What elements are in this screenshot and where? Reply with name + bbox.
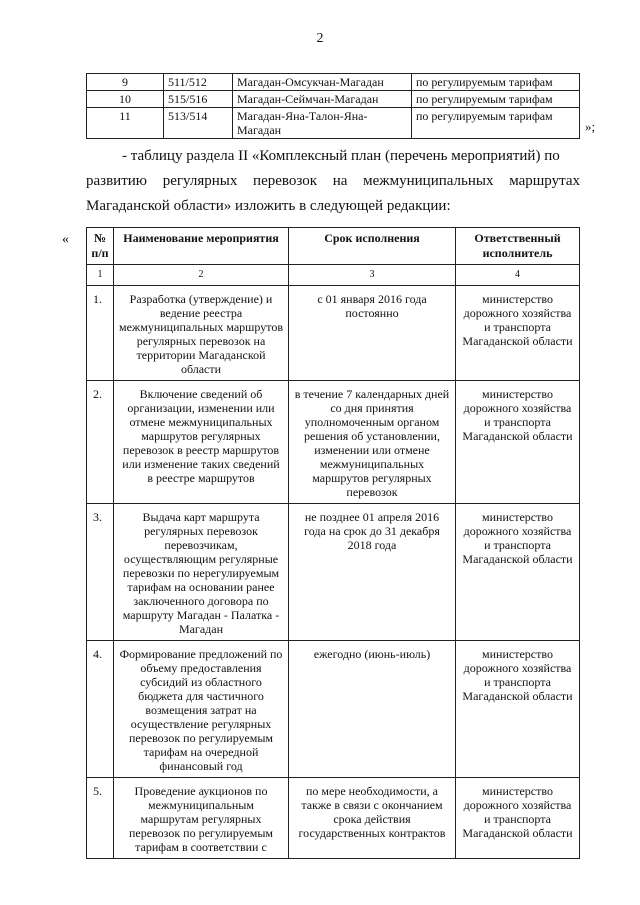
- activity-responsible: министерство дорожного хозяйства и транспорта Магаданской области: [456, 286, 580, 381]
- row-number: 1.: [87, 286, 114, 381]
- amendment-paragraph: [86, 144, 580, 219]
- table-row: [87, 91, 580, 108]
- route-code: 511/512: [164, 74, 233, 91]
- route-tariff: по регулируемым тарифам: [412, 108, 580, 139]
- page-number: 2: [316, 31, 324, 46]
- row-number: 2.: [87, 381, 114, 504]
- route-tariff: по регулируемым тарифам: [412, 91, 580, 108]
- table-row: [87, 504, 580, 641]
- paragraph-line: Магаданской области» изложить в следующей редакции:: [86, 198, 451, 214]
- table-row: [87, 381, 580, 504]
- activity-responsible: министерство дорожного хозяйства и транспорта Магаданской области: [456, 381, 580, 504]
- activity-term: с 01 января 2016 года постоянно: [289, 286, 456, 381]
- activity-name: Проведение аукционов по межмуниципальным маршрутам регулярных перевозок по регулируемым тарифам в соответствии с: [114, 778, 289, 859]
- column-number: 3: [289, 265, 456, 286]
- route-name: Магадан-Омсукчан-Магадан: [233, 74, 412, 91]
- activity-responsible: министерство дорожного хозяйства и транспорта Магаданской области: [456, 641, 580, 778]
- table-row: [87, 108, 580, 139]
- route-code: 513/514: [164, 108, 233, 139]
- activity-term: в течение 7 календарных дней со дня принятия уполномоченным органом решения об установлении, изменении или отмене межмуниципальных маршрутов регулярных перевозок: [289, 381, 456, 504]
- closing-quote: »;: [585, 119, 596, 134]
- header-row: [87, 228, 580, 265]
- activity-responsible: министерство дорожного хозяйства и транспорта Магаданской области: [456, 778, 580, 859]
- route-number: 9: [87, 74, 164, 91]
- route-number: 11: [87, 108, 164, 139]
- plan-table: [86, 227, 580, 859]
- routes-table: [86, 73, 580, 139]
- header-resp: Ответственный исполнитель: [456, 228, 580, 265]
- table-row: [87, 641, 580, 778]
- header-name: Наименование мероприятия: [114, 228, 289, 265]
- route-code: 515/516: [164, 91, 233, 108]
- row-number: 4.: [87, 641, 114, 778]
- column-number-row: [87, 265, 580, 286]
- activity-term: не позднее 01 апреля 2016 года на срок до 31 декабря 2018 года: [289, 504, 456, 641]
- paragraph-line: развитию регулярных перевозок на межмуниципальных маршрутах: [86, 173, 580, 189]
- route-number: 10: [87, 91, 164, 108]
- header-term: Срок исполнения: [289, 228, 456, 265]
- activity-name: Выдача карт маршрута регулярных перевозок перевозчикам, осуществляющим регулярные перевозки по нерегулируемым тарифам на основании ранее заключенного договора по маршруту Магадан - Палатка - Магадан: [114, 504, 289, 641]
- activity-term: по мере необходимости, а также в связи с окончанием срока действия государственных контрактов: [289, 778, 456, 859]
- activity-responsible: министерство дорожного хозяйства и транспорта Магаданской области: [456, 504, 580, 641]
- table-row: [87, 778, 580, 859]
- activity-term: ежегодно (июнь-июль): [289, 641, 456, 778]
- table-row: [87, 286, 580, 381]
- paragraph-line: - таблицу раздела II «Комплексный план (перечень мероприятий) по: [122, 148, 560, 164]
- route-tariff: по регулируемым тарифам: [412, 74, 580, 91]
- activity-name: Формирование предложений по объему предоставления субсидий из областного бюджета для частичного возмещения затрат на осуществление регулярных перевозок по регулируемым тарифам на очередной финансовый год: [114, 641, 289, 778]
- column-number: 2: [114, 265, 289, 286]
- column-number: 4: [456, 265, 580, 286]
- activity-name: Разработка (утверждение) и ведение реестра межмуниципальных маршрутов регулярных перевозок на территории Магаданской области: [114, 286, 289, 381]
- row-number: 3.: [87, 504, 114, 641]
- column-number: 1: [87, 265, 114, 286]
- route-name: Магадан-Яна-Талон-Яна-Магадан: [233, 108, 412, 139]
- header-num: № п/п: [87, 228, 114, 265]
- opening-quote: «: [62, 232, 69, 247]
- table-row: [87, 74, 580, 91]
- route-name: Магадан-Сеймчан-Магадан: [233, 91, 412, 108]
- activity-name: Включение сведений об организации, изменении или отмене межмуниципальных маршрутов регулярных перевозок в реестр маршрутов или изменение таких сведений в реестре маршрутов: [114, 381, 289, 504]
- row-number: 5.: [87, 778, 114, 859]
